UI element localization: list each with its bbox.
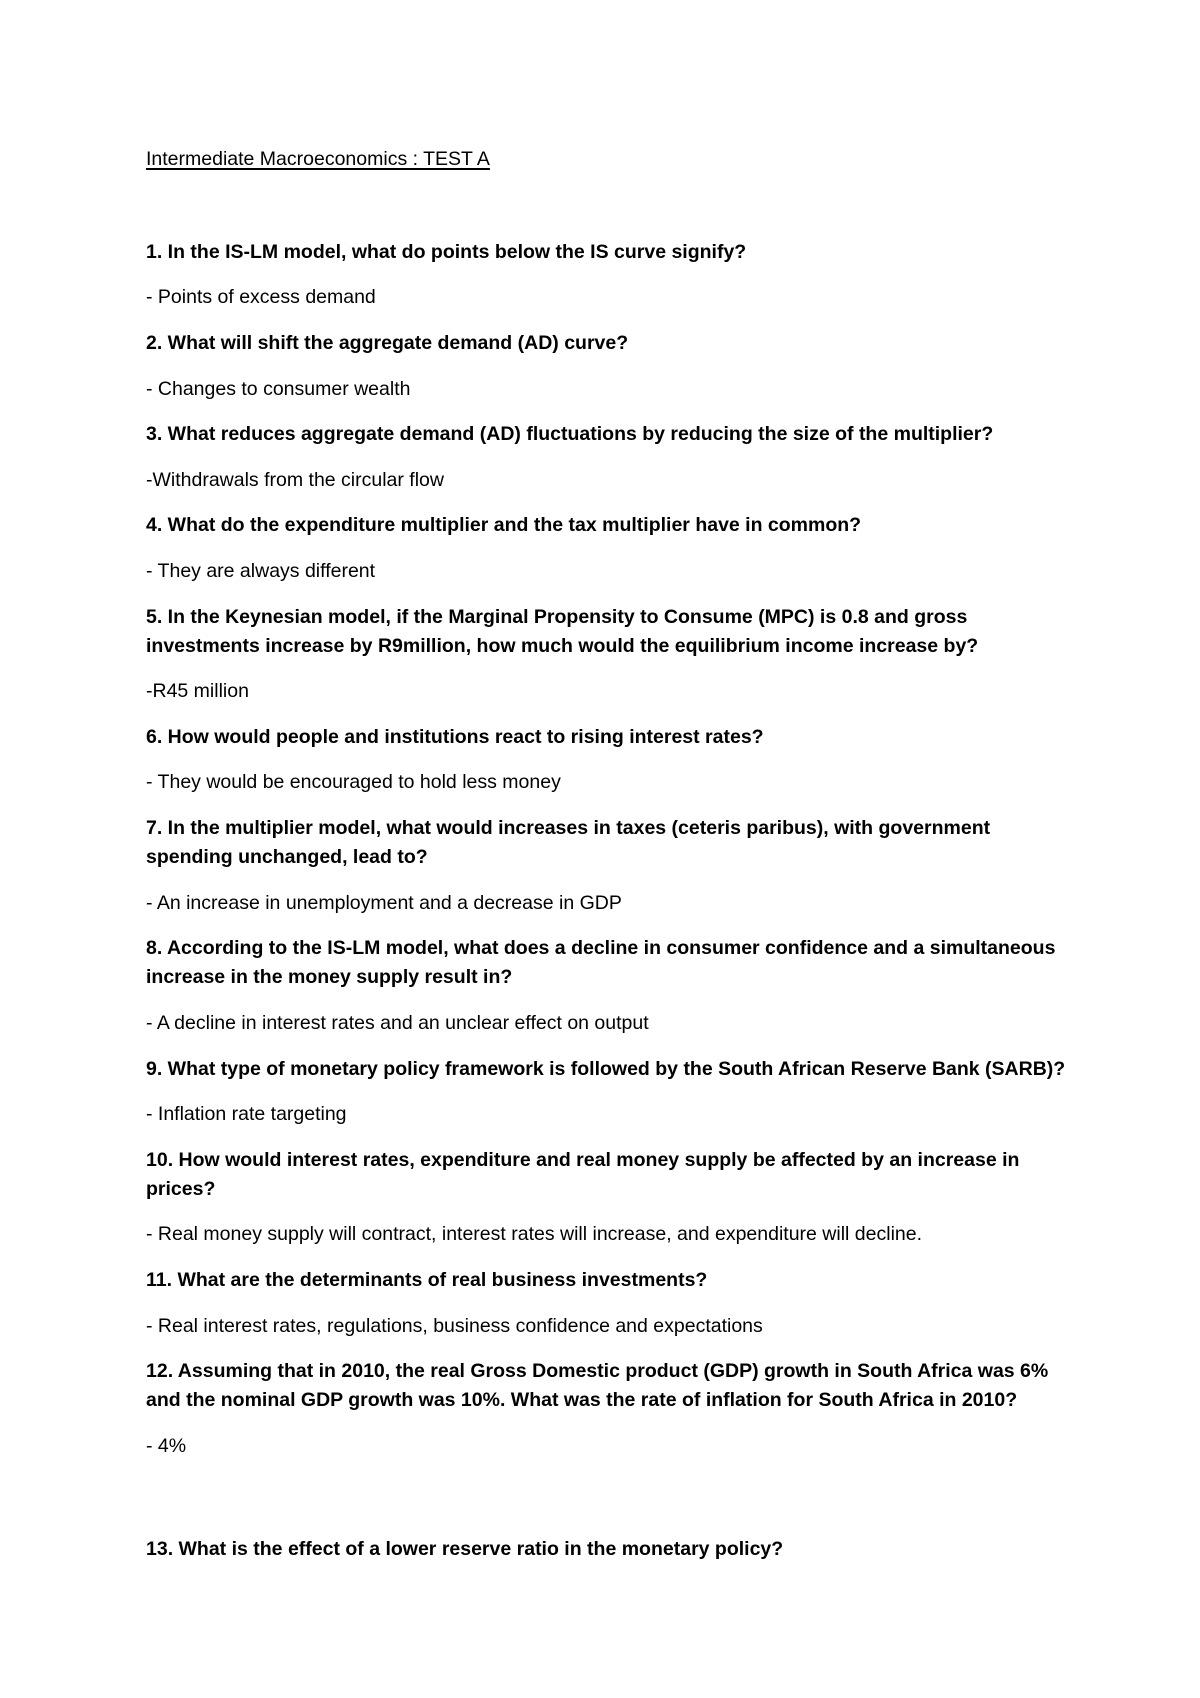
question-8-line-1: 8. According to the IS-LM model, what does a decline in consumer confidence and a simultaneous [146,937,1056,959]
question-5-line-2: investments increase by R9million, how much would the equilibrium income increase by? [146,635,979,657]
question-11: 11. What are the determinants of real business investments? [146,1269,708,1291]
answer-10: - Real money supply will contract, interest rates will increase, and expenditure will decline. [146,1223,923,1245]
document-title: Intermediate Macroeconomics : TEST A [146,148,490,170]
question-12-line-2: and the nominal GDP growth was 10%. What was the rate of inflation for South Africa in 2010? [146,1389,1018,1411]
answer-6: - They would be encouraged to hold less money [146,771,561,793]
answer-3: -Withdrawals from the circular flow [146,469,444,491]
question-13: 13. What is the effect of a lower reserve ratio in the monetary policy? [146,1538,784,1560]
answer-11: - Real interest rates, regulations, business confidence and expectations [146,1315,763,1337]
answer-4: - They are always different [146,560,376,582]
question-7-line-1: 7. In the multiplier model, what would increases in taxes (ceteris paribus), with government [146,817,991,839]
answer-5: -R45 million [146,680,249,702]
question-9: 9. What type of monetary policy framework is followed by the South African Reserve Bank (SARB)? [146,1058,1066,1080]
question-5-line-1: 5. In the Keynesian model, if the Marginal Propensity to Consume (MPC) is 0.8 and gross [146,606,968,628]
question-3: 3. What reduces aggregate demand (AD) fluctuations by reducing the size of the multiplier? [146,423,994,445]
question-6: 6. How would people and institutions react to rising interest rates? [146,726,764,748]
question-1: 1. In the IS-LM model, what do points below the IS curve signify? [146,241,747,263]
answer-1: - Points of excess demand [146,286,376,308]
answer-9: - Inflation rate targeting [146,1103,347,1125]
question-8-line-2: increase in the money supply result in? [146,966,513,988]
question-10-line-2: prices? [146,1178,216,1200]
question-2: 2. What will shift the aggregate demand (AD) curve? [146,332,629,354]
question-10-line-1: 10. How would interest rates, expenditure and real money supply be affected by an increase in [146,1149,1020,1171]
question-12-line-1: 12. Assuming that in 2010, the real Gross Domestic product (GDP) growth in South Africa was 6% [146,1360,1049,1382]
answer-12: - 4% [146,1435,187,1457]
answer-8: - A decline in interest rates and an unclear effect on output [146,1012,649,1034]
question-7-line-2: spending unchanged, lead to? [146,846,428,868]
question-4: 4. What do the expenditure multiplier and the tax multiplier have in common? [146,514,862,536]
answer-2: - Changes to consumer wealth [146,378,411,400]
answer-7: - An increase in unemployment and a decrease in GDP [146,892,622,914]
